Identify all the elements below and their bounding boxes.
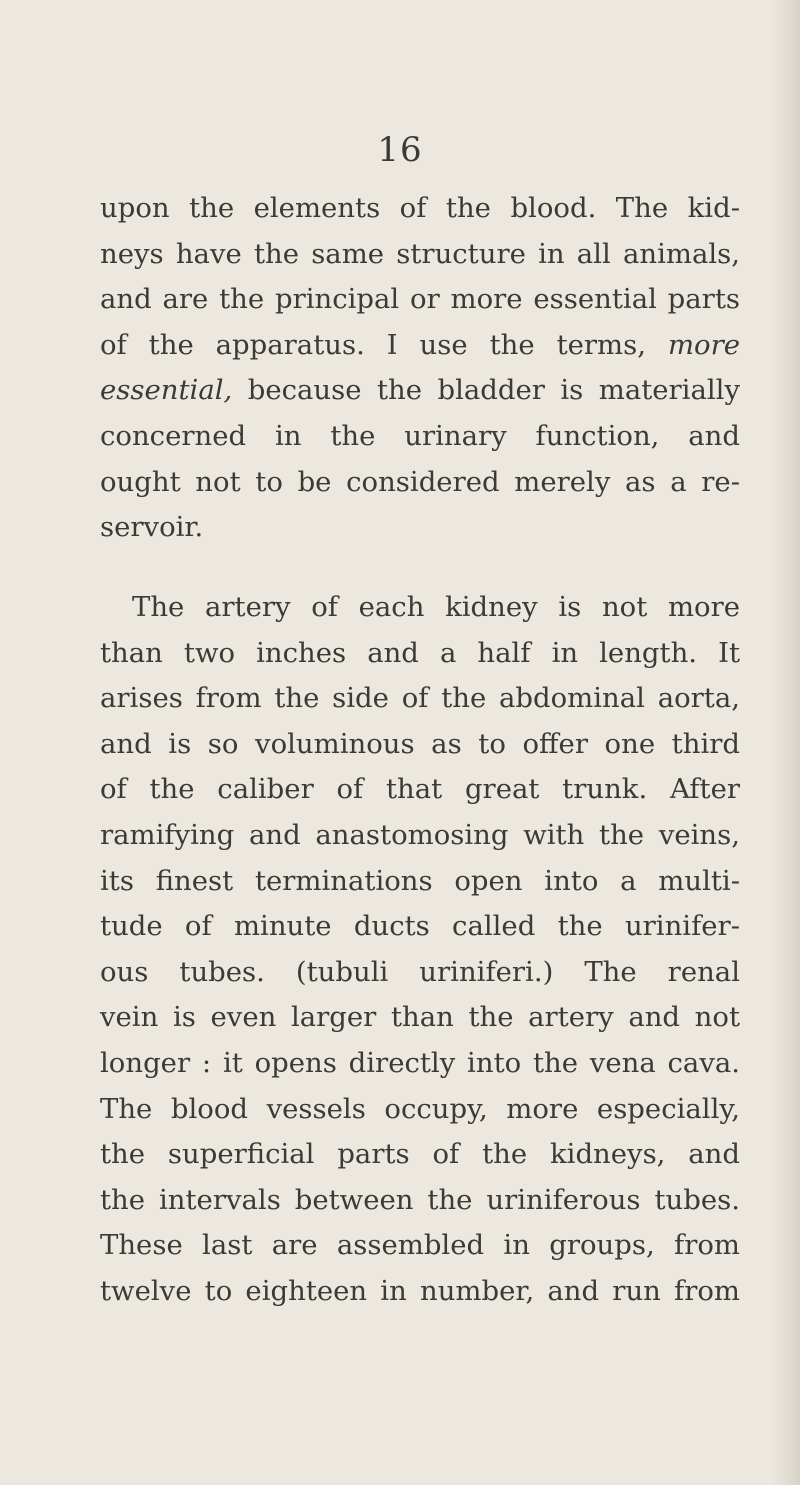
text-line: ramifying and anastomosing with the veins, <box>100 818 740 851</box>
text-line: and is so voluminous as to offer one third <box>100 727 740 760</box>
text-line: vein is even larger than the artery and not <box>100 1001 740 1034</box>
paragraph-1 <box>100 186 740 551</box>
text-line-with-italic <box>100 323 740 369</box>
text-line: the intervals between the uriniferous tubes. <box>100 1183 740 1216</box>
text-line: of the caliber of that great trunk. After <box>100 773 740 806</box>
text-line: than two inches and a half in length. It <box>100 636 740 669</box>
text-line: tude of minute ducts called the urinifer- <box>100 910 740 943</box>
text-line: concerned in the urinary function, and <box>100 419 740 452</box>
page-number: 16 <box>377 130 423 170</box>
paragraph-2 <box>100 585 740 1315</box>
text-line: its finest terminations open into a multi- <box>100 864 740 897</box>
text-line-with-italic <box>100 368 740 414</box>
italic-word: more <box>667 328 740 361</box>
text-line: ought not to be considered merely as a re- <box>100 465 740 498</box>
text-line: These last are assembled in groups, from <box>100 1229 740 1262</box>
text-line: ous tubes. (tubuli uriniferi.) The renal <box>100 955 740 988</box>
text-segment: because the bladder is materially <box>232 374 740 407</box>
text-segment: of the apparatus. I use the terms, <box>100 328 646 361</box>
text-line: arises from the side of the abdominal aorta, <box>100 682 740 715</box>
text-line: The artery of each kidney is not more <box>132 591 740 623</box>
text-line: upon the elements of the blood. The kid- <box>100 192 740 224</box>
text-line: The blood vessels occupy, more especially, <box>100 1092 740 1125</box>
text-line: and are the principal or more essential parts <box>100 283 740 316</box>
text-line: longer : it opens directly into the vena cava. <box>100 1046 740 1079</box>
text-line: servoir. <box>100 511 204 544</box>
text-line: neys have the same structure in all animals, <box>100 237 740 270</box>
text-line: the superficial parts of the kidneys, and <box>100 1138 740 1171</box>
text-line: twelve to eighteen in number, and run from <box>100 1274 740 1307</box>
italic-word: essential, <box>100 374 233 407</box>
